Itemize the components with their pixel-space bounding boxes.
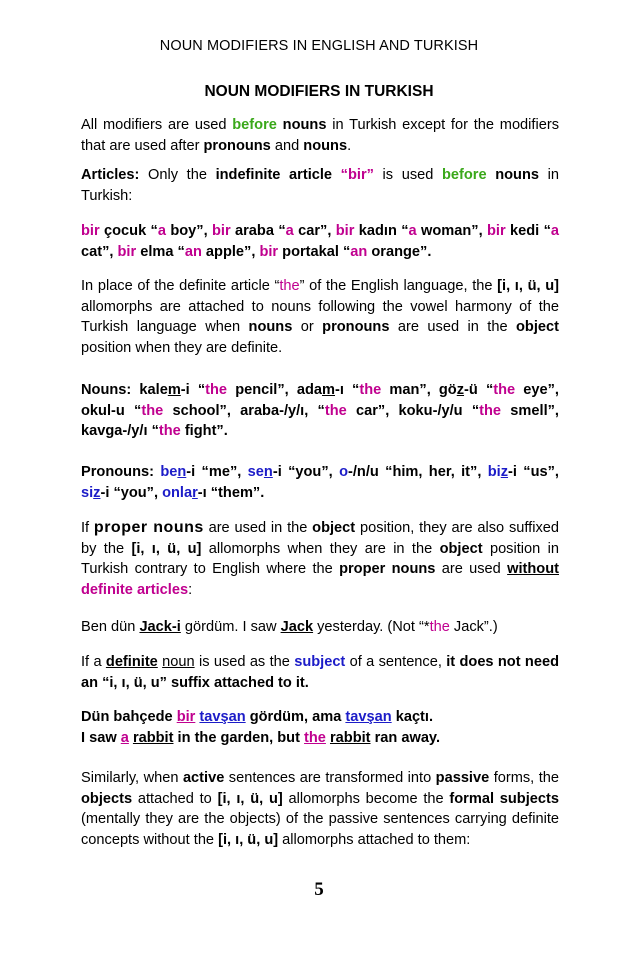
paragraph-passive-rule: Similarly, when active sentences are transformed into passive forms, the objects attached to [i, ı, ü, u] allomorphs become the formal subjects (mentally they are the objects) of the passive sentences carrying definite concepts without the [i, ı, ü, u] allomorphs attached to them: xyxy=(81,770,559,848)
paragraph-rabbit-example: Dün bahçede bir tavşan gördüm, ama tavşan kaçtı. I saw a rabbit in the garden, but the rabbit ran away. xyxy=(81,709,441,746)
paragraph-articles: Articles: Only the indefinite article “bir” is used before nouns in Turkish: xyxy=(81,167,559,204)
paragraph-article-examples: bir çocuk “a boy”, bir araba “a car”, bir kadın “a woman”, bir kedi “a cat”, bir elma “an apple”, bir portakal “an orange”. xyxy=(81,223,559,260)
page-title: NOUN MODIFIERS IN TURKISH xyxy=(204,83,434,100)
paragraph-definite-article: In place of the definite article “the” of the English language, the [i, ı, ü, u] allomorphs are attached to nouns following the vowel harmony of the Turkish language when nouns or pronouns are used in the object position when they are definite. xyxy=(81,278,559,356)
paragraph-proper-nouns: If proper nouns are used in the object position, they are also suffixed by the [i, ı, ü, u] allomorphs when they are in the object position in Turkish contrary to English where the proper nouns are used without definite articles: xyxy=(81,519,559,598)
paragraph-noun-examples: Nouns: kalem-i “the pencil”, adam-ı “the man”, göz-ü “the eye”, okul-u “the school”, araba-/y/ı, “the car”, koku-/y/u “the smell”, kavga-/y/ı “the fight”. xyxy=(81,382,559,439)
paragraph-subject-rule: If a definite noun is used as the subject of a sentence, it does not need an “i, ı, ü, u” suffix attached to it. xyxy=(81,654,559,691)
running-header: NOUN MODIFIERS IN ENGLISH AND TURKISH xyxy=(159,38,479,54)
paragraph-jack-example: Ben dün Jack-i gördüm. I saw Jack yesterday. (Not “*the Jack”.) xyxy=(81,619,498,635)
page-number: 5 xyxy=(314,879,324,900)
paragraph-pronoun-examples: Pronouns: ben-i “me”, sen-i “you”, o-/n/u “him, her, it”, biz-i “us”, siz-i “you”, onlar-ı “them”. xyxy=(81,464,559,501)
paragraph-intro: All modifiers are used before nouns in Turkish except for the modifiers that are used after pronouns and nouns. xyxy=(81,117,559,154)
